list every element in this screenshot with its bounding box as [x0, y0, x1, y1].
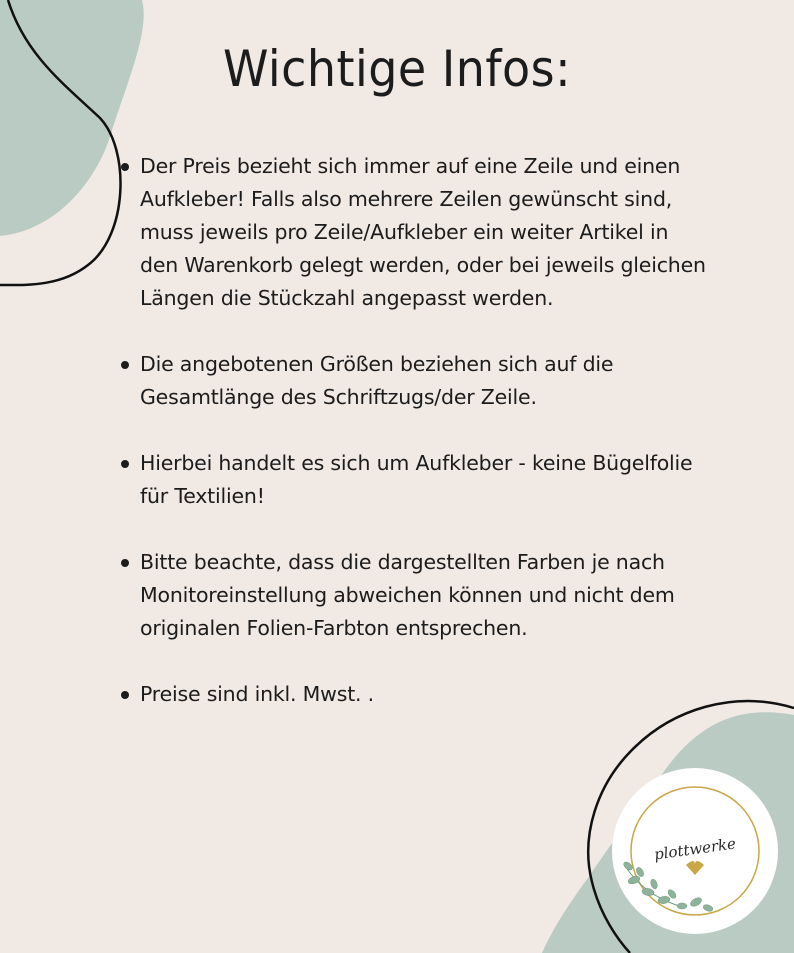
info-text: Preise sind inkl. Mwst. . — [140, 682, 375, 706]
bullet-icon — [121, 460, 129, 468]
info-text: Bitte beachte, dass die dargestellten Farben je nach Monitoreinstellung abweichen können und nicht dem originalen Folien-Farbton entsprechen. — [140, 550, 675, 640]
info-item-colors — [118, 546, 708, 645]
info-text: Der Preis bezieht sich immer auf eine Zeile und einen Aufkleber! Falls also mehrere Zeilen gewünscht sind, muss jeweils pro Zeile/Aufkleber ein weiter Artikel in den Warenkorb gelegt werden, oder bei jeweils gleichen Längen die Stückzahl angepasst werden. — [140, 154, 706, 310]
info-list — [118, 150, 708, 744]
bullet-icon — [121, 691, 129, 699]
bullet-icon — [121, 361, 129, 369]
info-text: Die angebotenen Größen beziehen sich auf die Gesamtlänge des Schriftzugs/der Zeile. — [140, 352, 614, 409]
info-item-vat — [118, 678, 708, 711]
info-item-sizes — [118, 348, 708, 414]
info-item-stickers — [118, 447, 708, 513]
page-title: Wichtige Infos: — [222, 40, 572, 98]
brand-logo — [612, 768, 778, 934]
info-text: Hierbei handelt es sich um Aufkleber - keine Bügelfolie für Textilien! — [140, 451, 693, 508]
logo-text: plottwerke — [652, 834, 738, 864]
bullet-icon — [121, 559, 129, 567]
bullet-icon — [121, 163, 129, 171]
info-item-price — [118, 150, 708, 315]
